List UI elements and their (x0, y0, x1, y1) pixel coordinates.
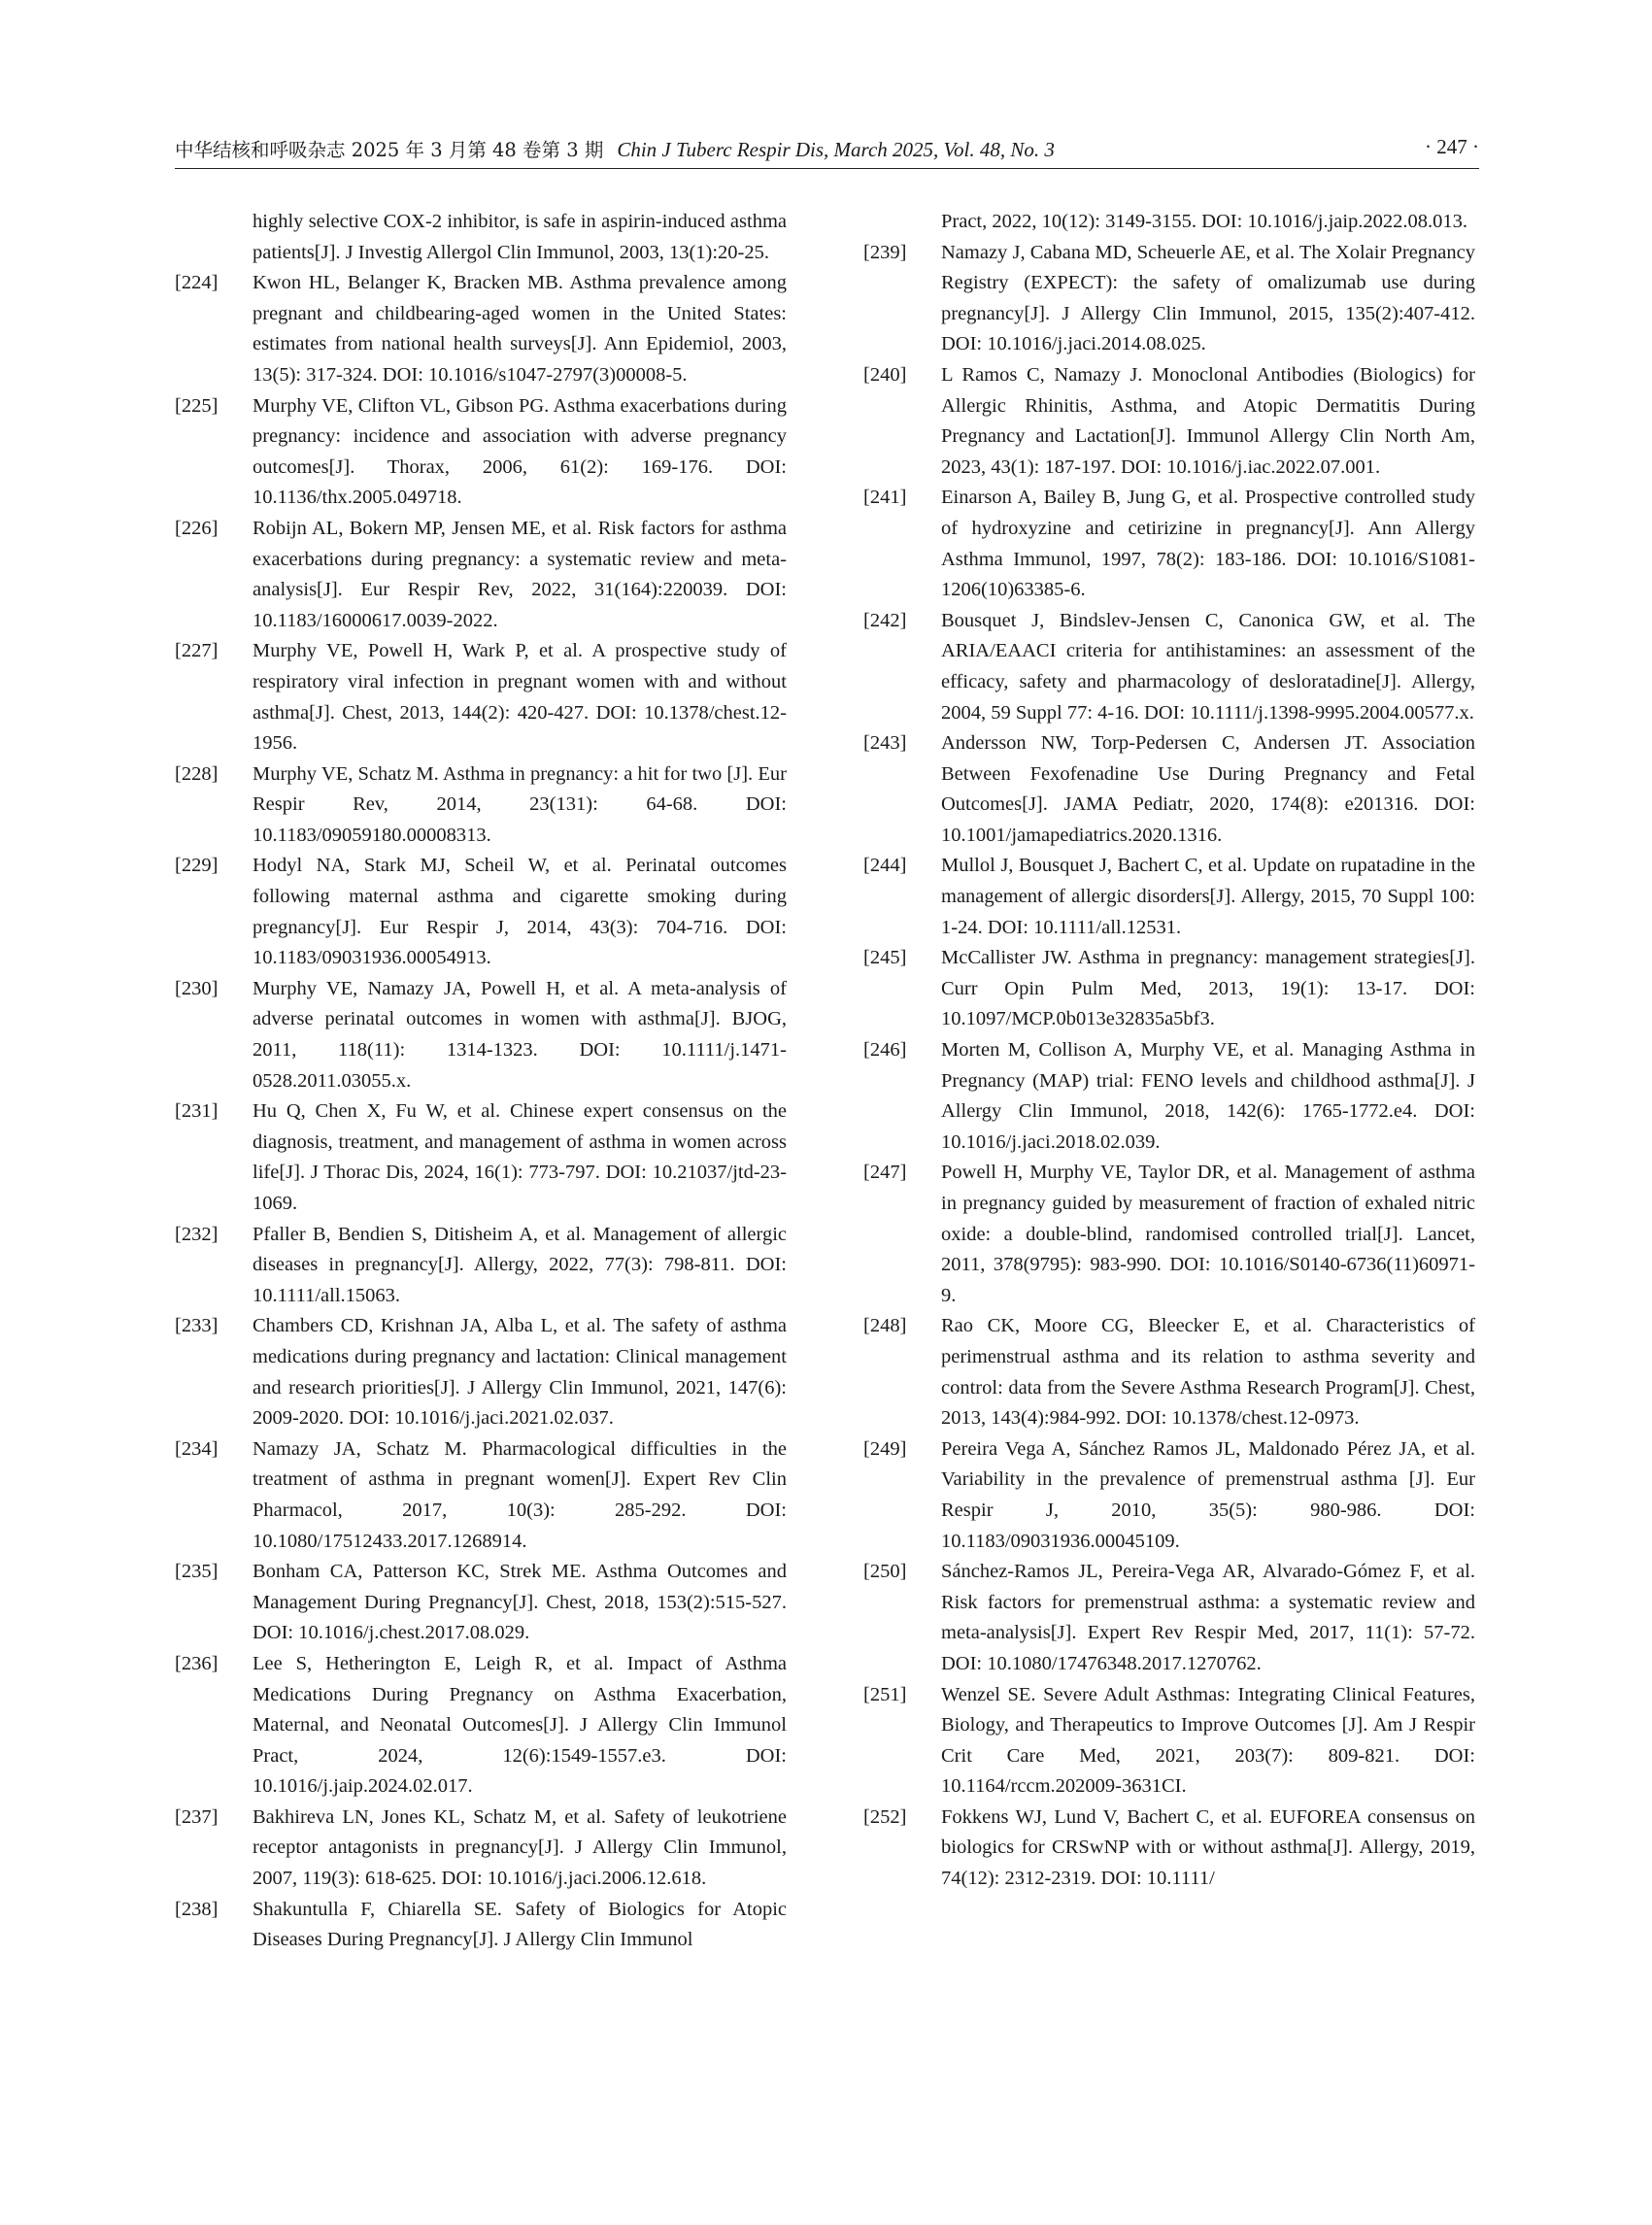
reference-list-right (863, 207, 1475, 1895)
reference-text: Morten M, Collison A, Murphy VE, et al. Managing Asthma in Pregnancy (MAP) trial: FENO levels and childhood asthma[J]. J Allergy Clin Immunol, 2018, 142(6): 1765-1772.e4. DOI: 10.1016/j.jaci.2018.02.039. (941, 1039, 1475, 1153)
reference-number: [237] (175, 1805, 219, 1828)
reference-text: Sánchez-Ramos JL, Pereira-Vega AR, Alvarado-Gómez F, et al. Risk factors for premenstrual asthma: a systematic review and meta-analysis[J]. Expert Rev Respir Med, 2017, 11(1): 57-72. DOI: 10.1080/17476348.2017.1270762. (941, 1561, 1475, 1674)
reference-text: Robijn AL, Bokern MP, Jensen ME, et al. Risk factors for asthma exacerbations during pregnancy: a systematic review and meta-analysis[J]. Eur Respir Rev, 2022, 31(164):220039. DOI: 10.1183/16000617.0039-2022. (253, 517, 787, 631)
reference-number: [233] (175, 1315, 219, 1337)
reference-item (863, 1311, 1475, 1433)
journal-info (175, 135, 1055, 162)
reference-number: [251] (863, 1683, 907, 1705)
reference-item (175, 268, 787, 390)
reference-number: [232] (175, 1223, 219, 1245)
reference-number: [252] (863, 1805, 907, 1828)
reference-item (175, 1803, 787, 1895)
reference-item (175, 974, 787, 1096)
reference-text: Bonham CA, Patterson KC, Strek ME. Asthma Outcomes and Management During Pregnancy[J]. Chest, 2018, 153(2):515-527. DOI: 10.1016/j.chest.2017.08.029. (253, 1561, 787, 1644)
reference-text: Namazy JA, Schatz M. Pharmacological difficulties in the treatment of asthma in pregnant women[J]. Expert Rev Clin Pharmacol, 2017, 10(3): 285-292. DOI: 10.1080/17512433.2017.1268914. (253, 1437, 787, 1552)
reference-text: Bousquet J, Bindslev-Jensen C, Canonica GW, et al. The ARIA/EAACI criteria for antihistamines: an assessment of the efficacy, safety and pharmacology of desloratadine[J]. Allergy, 2004, 59 Suppl 77: 4-16. DOI: 10.1111/j.1398-9995.2004.00577.x. (941, 609, 1475, 724)
reference-item (175, 851, 787, 973)
reference-number: [235] (175, 1561, 219, 1583)
reference-number: [224] (175, 272, 219, 294)
reference-item (863, 207, 1475, 238)
reference-number: [234] (175, 1437, 219, 1460)
reference-text: Einarson A, Bailey B, Jung G, et al. Prospective controlled study of hydroxyzine and cetirizine in pregnancy[J]. Ann Allergy Asthma Immunol, 1997, 78(2): 183-186. DOI: 10.1016/S1081-1206(10)63385-6. (941, 487, 1475, 601)
reference-text: Hu Q, Chen X, Fu W, et al. Chinese expert consensus on the diagnosis, treatment, and management of asthma in women across life[J]. J Thorac Dis, 2024, 16(1): 773-797. DOI: 10.21037/jtd-23-1069. (253, 1100, 787, 1214)
reference-item (863, 1680, 1475, 1803)
reference-number: [227] (175, 640, 219, 662)
journal-title-en: Chin J Tuberc Respir Dis, March 2025, Vol. 48, No. 3 (617, 138, 1055, 161)
reference-list-left (175, 207, 787, 1956)
reference-number: [242] (863, 609, 907, 631)
reference-text: Lee S, Hetherington E, Leigh R, et al. Impact of Asthma Medications During Pregnancy on Asthma Exacerbation, Maternal, and Neonatal Outcomes[J]. J Allergy Clin Immunol Pract, 2024, 12(6):1549-1557.e3. DOI: 10.1016/j.jaip.2024.02.017. (253, 1652, 787, 1798)
reference-text: Hodyl NA, Stark MJ, Scheil W, et al. Perinatal outcomes following maternal asthma and cigarette smoking during pregnancy[J]. Eur Respir J, 2014, 43(3): 704-716. DOI: 10.1183/09031936.00054913. (253, 855, 787, 969)
reference-text: Namazy J, Cabana MD, Scheuerle AE, et al. The Xolair Pregnancy Registry (EXPECT): the safety of omalizumab use during pregnancy[J]. J Allergy Clin Immunol, 2015, 135(2):407-412. DOI: 10.1016/j.jaci.2014.08.025. (941, 241, 1475, 355)
reference-number: [230] (175, 977, 219, 999)
reference-item (863, 943, 1475, 1035)
reference-number: [245] (863, 947, 907, 969)
journal-title-cn: 中华结核和呼吸杂志 2025 年 3 月第 48 卷第 3 期 (175, 139, 604, 161)
reference-item (175, 1311, 787, 1433)
reference-item (175, 1557, 787, 1649)
reference-number: [248] (863, 1315, 907, 1337)
reference-item (175, 1895, 787, 1956)
reference-number: [238] (175, 1898, 219, 1920)
reference-item (175, 1096, 787, 1219)
reference-number: [239] (863, 241, 907, 263)
reference-text: Andersson NW, Torp-Pedersen C, Andersen JT. Association Between Fexofenadine Use During Pregnancy and Fetal Outcomes[J]. JAMA Pediatr, 2020, 174(8): e201316. DOI: 10.1001/jamapediatrics.2020.1316. (941, 732, 1475, 846)
reference-number: [246] (863, 1039, 907, 1062)
reference-number: [225] (175, 394, 219, 417)
reference-item (863, 851, 1475, 943)
reference-item (175, 207, 787, 268)
reference-item (175, 1434, 787, 1557)
reference-item (863, 238, 1475, 360)
reference-item (175, 1649, 787, 1803)
reference-number: [226] (175, 517, 219, 539)
reference-number: [240] (863, 363, 907, 386)
reference-text: Mullol J, Bousquet J, Bachert C, et al. Update on rupatadine in the management of allergic disorders[J]. Allergy, 2015, 70 Suppl 100: 1-24. DOI: 10.1111/all.12531. (941, 855, 1475, 938)
reference-item (863, 360, 1475, 483)
reference-text: Bakhireva LN, Jones KL, Schatz M, et al. Safety of leukotriene receptor antagonists in pregnancy[J]. J Allergy Clin Immunol, 2007, 119(3): 618-625. DOI: 10.1016/j.jaci.2006.12.618. (253, 1805, 787, 1890)
page-number: · 247 · (1425, 135, 1479, 158)
reference-number: [228] (175, 762, 219, 785)
reference-text: Kwon HL, Belanger K, Bracken MB. Asthma prevalence among pregnant and childbearing-aged women in the United States: estimates from national health surveys[J]. Ann Epidemiol, 2003, 13(5): 317-324. DOI: 10.1016/s1047-2797(3)00008-5. (253, 272, 787, 386)
reference-number: [244] (863, 855, 907, 877)
reference-item (863, 483, 1475, 605)
reference-item (863, 1434, 1475, 1557)
reference-text: Murphy VE, Clifton VL, Gibson PG. Asthma exacerbations during pregnancy: incidence and association with adverse pregnancy outcomes[J]. Thorax, 2006, 61(2): 169-176. DOI: 10.1136/thx.2005.049718. (253, 394, 787, 509)
reference-text: Wenzel SE. Severe Adult Asthmas: Integrating Clinical Features, Biology, and Therapeutics to Improve Outcomes [J]. Am J Respir Crit Care Med, 2021, 203(7): 809-821. DOI: 10.1164/rccm.202009-3631CI. (941, 1683, 1475, 1798)
reference-number: [236] (175, 1652, 219, 1674)
reference-number: [243] (863, 732, 907, 755)
reference-item (863, 1158, 1475, 1311)
reference-text: Murphy VE, Schatz M. Asthma in pregnancy: a hit for two [J]. Eur Respir Rev, 2014, 23(131): 64-68. DOI: 10.1183/09059180.00008313. (253, 762, 787, 846)
reference-number: [231] (175, 1100, 219, 1123)
reference-item (863, 1803, 1475, 1895)
reference-text: Pfaller B, Bendien S, Ditisheim A, et al. Management of allergic diseases in pregnancy[J]. Allergy, 2022, 77(3): 798-811. DOI: 10.1111/all.15063. (253, 1223, 787, 1306)
reference-text: L Ramos C, Namazy J. Monoclonal Antibodies (Biologics) for Allergic Rhinitis, Asthma, and Atopic Dermatitis During Pregnancy and Lactation[J]. Immunol Allergy Clin North Am, 2023, 43(1): 187-197. DOI: 10.1016/j.iac.2022.07.001. (941, 363, 1475, 478)
reference-item (863, 606, 1475, 728)
reference-text: Chambers CD, Krishnan JA, Alba L, et al. The safety of asthma medications during pregnancy and lactation: Clinical management and research priorities[J]. J Allergy Clin Immunol, 2021, 147(6): 2009-2020. DOI: 10.1016/j.jaci.2021.02.037. (253, 1315, 787, 1430)
reference-item (863, 728, 1475, 851)
reference-text: McCallister JW. Asthma in pregnancy: management strategies[J]. Curr Opin Pulm Med, 2013, 19(1): 13-17. DOI: 10.1097/MCP.0b013e32835a5bf3. (941, 947, 1475, 1030)
reference-text: Powell H, Murphy VE, Taylor DR, et al. Management of asthma in pregnancy guided by measurement of fraction of exhaled nitric oxide: a double-blind, randomised controlled trial[J]. Lancet, 2011, 378(9795): 983-990. DOI: 10.1016/S0140-6736(11)60971-9. (941, 1162, 1475, 1306)
reference-text: Pract, 2022, 10(12): 3149-3155. DOI: 10.1016/j.jaip.2022.08.013. (941, 211, 1468, 232)
reference-text: Rao CK, Moore CG, Bleecker E, et al. Characteristics of perimenstrual asthma and its relation to asthma severity and control: data from the Severe Asthma Research Program[J]. Chest, 2013, 143(4):984-992. DOI: 10.1378/chest.12-0973. (941, 1315, 1475, 1430)
reference-text: Murphy VE, Namazy JA, Powell H, et al. A meta-analysis of adverse perinatal outcomes in women with asthma[J]. BJOG, 2011, 118(11): 1314-1323. DOI: 10.1111/j.1471-0528.2011.03055.x. (253, 977, 787, 1092)
reference-text: Fokkens WJ, Lund V, Bachert C, et al. EUFOREA consensus on biologics for CRSwNP with or without asthma[J]. Allergy, 2019, 74(12): 2312-2319. DOI: 10.1111/ (941, 1805, 1475, 1890)
reference-number: [241] (863, 487, 907, 509)
reference-item (175, 636, 787, 759)
reference-number: [250] (863, 1561, 907, 1583)
reference-item (863, 1035, 1475, 1158)
reference-item (863, 1557, 1475, 1679)
reference-item (175, 759, 787, 852)
reference-number: [247] (863, 1162, 907, 1184)
reference-text: highly selective COX-2 inhibitor, is safe in aspirin-induced asthma patients[J]. J Investig Allergol Clin Immunol, 2003, 13(1):20-25. (253, 211, 787, 263)
reference-text: Shakuntulla F, Chiarella SE. Safety of Biologics for Atopic Diseases During Pregnancy[J]. J Allergy Clin Immunol (253, 1898, 787, 1951)
reference-text: Pereira Vega A, Sánchez Ramos JL, Maldonado Pérez JA, et al. Variability in the prevalence of premenstrual asthma [J]. Eur Respir J, 2010, 35(5): 980-986. DOI: 10.1183/09031936.00045109. (941, 1437, 1475, 1552)
reference-item (175, 391, 787, 514)
reference-number: [229] (175, 855, 219, 877)
running-header (175, 135, 1479, 169)
reference-text: Murphy VE, Powell H, Wark P, et al. A prospective study of respiratory viral infection in pregnant women with and without asthma[J]. Chest, 2013, 144(2): 420-427. DOI: 10.1378/chest.12-1956. (253, 640, 787, 755)
reference-item (175, 1220, 787, 1312)
reference-number: [249] (863, 1437, 907, 1460)
reference-item (175, 514, 787, 636)
